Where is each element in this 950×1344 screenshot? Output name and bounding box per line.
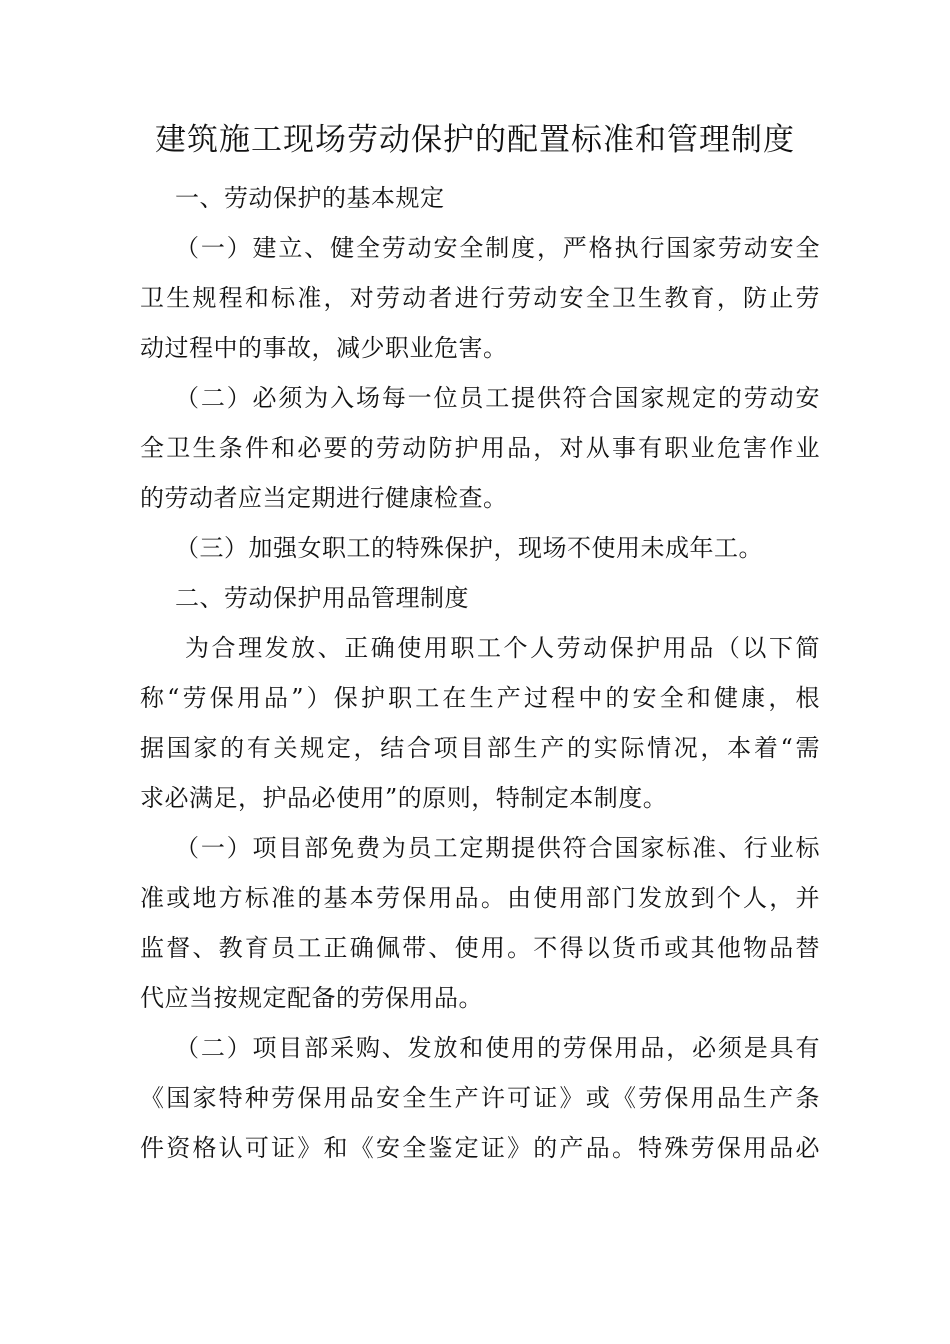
paragraph-line: 称“劳保用品”）保护职工在生产过程中的安全和健康，根 (140, 684, 820, 712)
paragraph-line: 代应当按规定配备的劳保用品。 (140, 984, 483, 1012)
paragraph-line: （三）加强女职工的特殊保护，现场不使用未成年工。 (175, 534, 763, 562)
section-heading-2: 二、劳动保护用品管理制度 (175, 584, 469, 612)
section-heading-1: 一、劳动保护的基本规定 (175, 184, 445, 212)
paragraph-line: 为合理发放、正确使用职工个人劳动保护用品（以下简 (185, 634, 820, 662)
paragraph-line: 动过程中的事故，减少职业危害。 (140, 334, 508, 362)
paragraph-line: 求必满足，护品必使用”的原则，特制定本制度。 (140, 784, 668, 812)
paragraph-line: （一）项目部免费为员工定期提供符合国家标准、行业标 (175, 834, 820, 862)
paragraph-line: 的劳动者应当定期进行健康检查。 (140, 484, 508, 512)
paragraph-line: 据国家的有关规定，结合项目部生产的实际情况，本着“需 (140, 734, 820, 762)
paragraph-line: 准或地方标准的基本劳保用品。由使用部门发放到个人，并 (140, 884, 820, 912)
document-title: 建筑施工现场劳动保护的配置标准和管理制度 (155, 122, 795, 158)
paragraph-line: （二）必须为入场每一位员工提供符合国家规定的劳动安 (175, 384, 820, 412)
paragraph-line: 全卫生条件和必要的劳动防护用品，对从事有职业危害作业 (140, 434, 820, 462)
paragraph-line: （一）建立、健全劳动安全制度，严格执行国家劳动安全 (175, 234, 820, 262)
paragraph-line: 卫生规程和标准，对劳动者进行劳动安全卫生教育，防止劳 (140, 284, 820, 312)
paragraph-line: 件资格认可证》和《安全鉴定证》的产品。特殊劳保用品必 (140, 1134, 820, 1162)
paragraph-line: （二）项目部采购、发放和使用的劳保用品，必须是具有 (175, 1034, 820, 1062)
paragraph-line: 《国家特种劳保用品安全生产许可证》或《劳保用品生产条 (140, 1084, 820, 1112)
paragraph-line: 监督、教育员工正确佩带、使用。不得以货币或其他物品替 (140, 934, 820, 962)
